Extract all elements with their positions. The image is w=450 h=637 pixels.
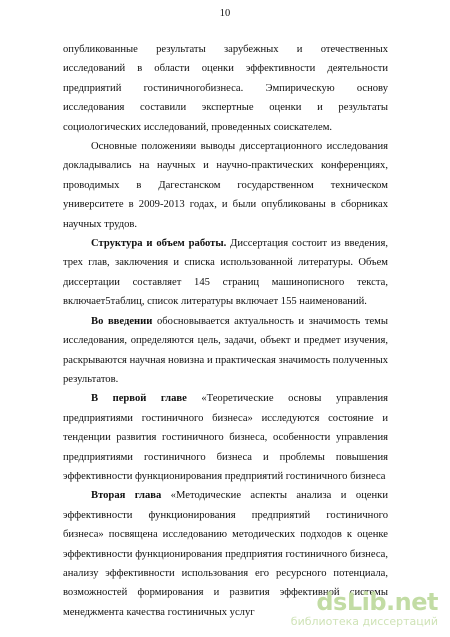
dslib-watermark bbox=[291, 590, 438, 627]
paragraph-sources: опубликованные результаты зарубежных и отечественных исследований в области оценки эффективности деятельности предприятий гостиничногобизнеса. Эмпирическую основу исследования составили экспертные оценки и результаты социологических исследований, проведенных соискателем. bbox=[63, 44, 388, 133]
paragraph-introduction bbox=[63, 312, 388, 390]
watermark-logo: dsLib.net bbox=[316, 588, 438, 616]
paragraph-introduction-text: обосновывается актуальность и значимость темы исследования, определяются цель, задачи, объект и предмет изучения, раскрываются научная новизна и практическая значимость полученных результатов. bbox=[63, 315, 389, 385]
page-number: 10 bbox=[219, 8, 231, 19]
paragraph-chapter-one-text: «Теоретические основы управления предприятиями гостиничного бизнеса» исследуются состояние и тенденции развития гостиничного бизнеса, особенности управления предприятиями гостиничного бизнеса и проблемы повышения эффективности функционирования предприятий гостиничного бизнеса bbox=[63, 393, 388, 482]
paragraph-structure-lead: Структура и объем работы. bbox=[91, 238, 227, 250]
paragraph-chapter-one bbox=[63, 389, 388, 486]
document-body bbox=[63, 40, 388, 622]
paragraph-approbation: Основные положенияи выводы диссертационного исследования докладывались на научных и научно-практических конференциях, проводимых в Дагестанском государственном техническом университете в 2009-2013 годах, и были опубликованы в сборниках научных трудов. bbox=[63, 141, 388, 230]
watermark-subtitle: библиотека диссертаций bbox=[290, 615, 438, 628]
paragraph-structure bbox=[63, 234, 388, 312]
paragraph-chapter-two-text: «Методические аспекты анализа и оценки эффективности функционирования предприятий гостиничного бизнеса» посвящена исследованию методических подходов к оценке эффективности функционирования предприятия гостиничного бизнеса, анализу эффективности использования его ресурсного потенциала, возможностей формирования и развития эффективной системы менеджмента качества гостиничных услуг bbox=[63, 490, 388, 618]
paragraph-chapter-two-lead: Вторая глава bbox=[91, 490, 162, 502]
paragraph-chapter-one-lead: В первой главе bbox=[91, 393, 187, 405]
paragraph-introduction-lead: Во введении bbox=[91, 315, 153, 327]
paragraph-structure-text: Диссертация состоит из введения, трех глав, заключения и списка использованной литературы. Объем диссертации составляет 145 страниц машинописного текста, включает5таблиц, список литературы включает 155 наименований. bbox=[63, 238, 388, 308]
